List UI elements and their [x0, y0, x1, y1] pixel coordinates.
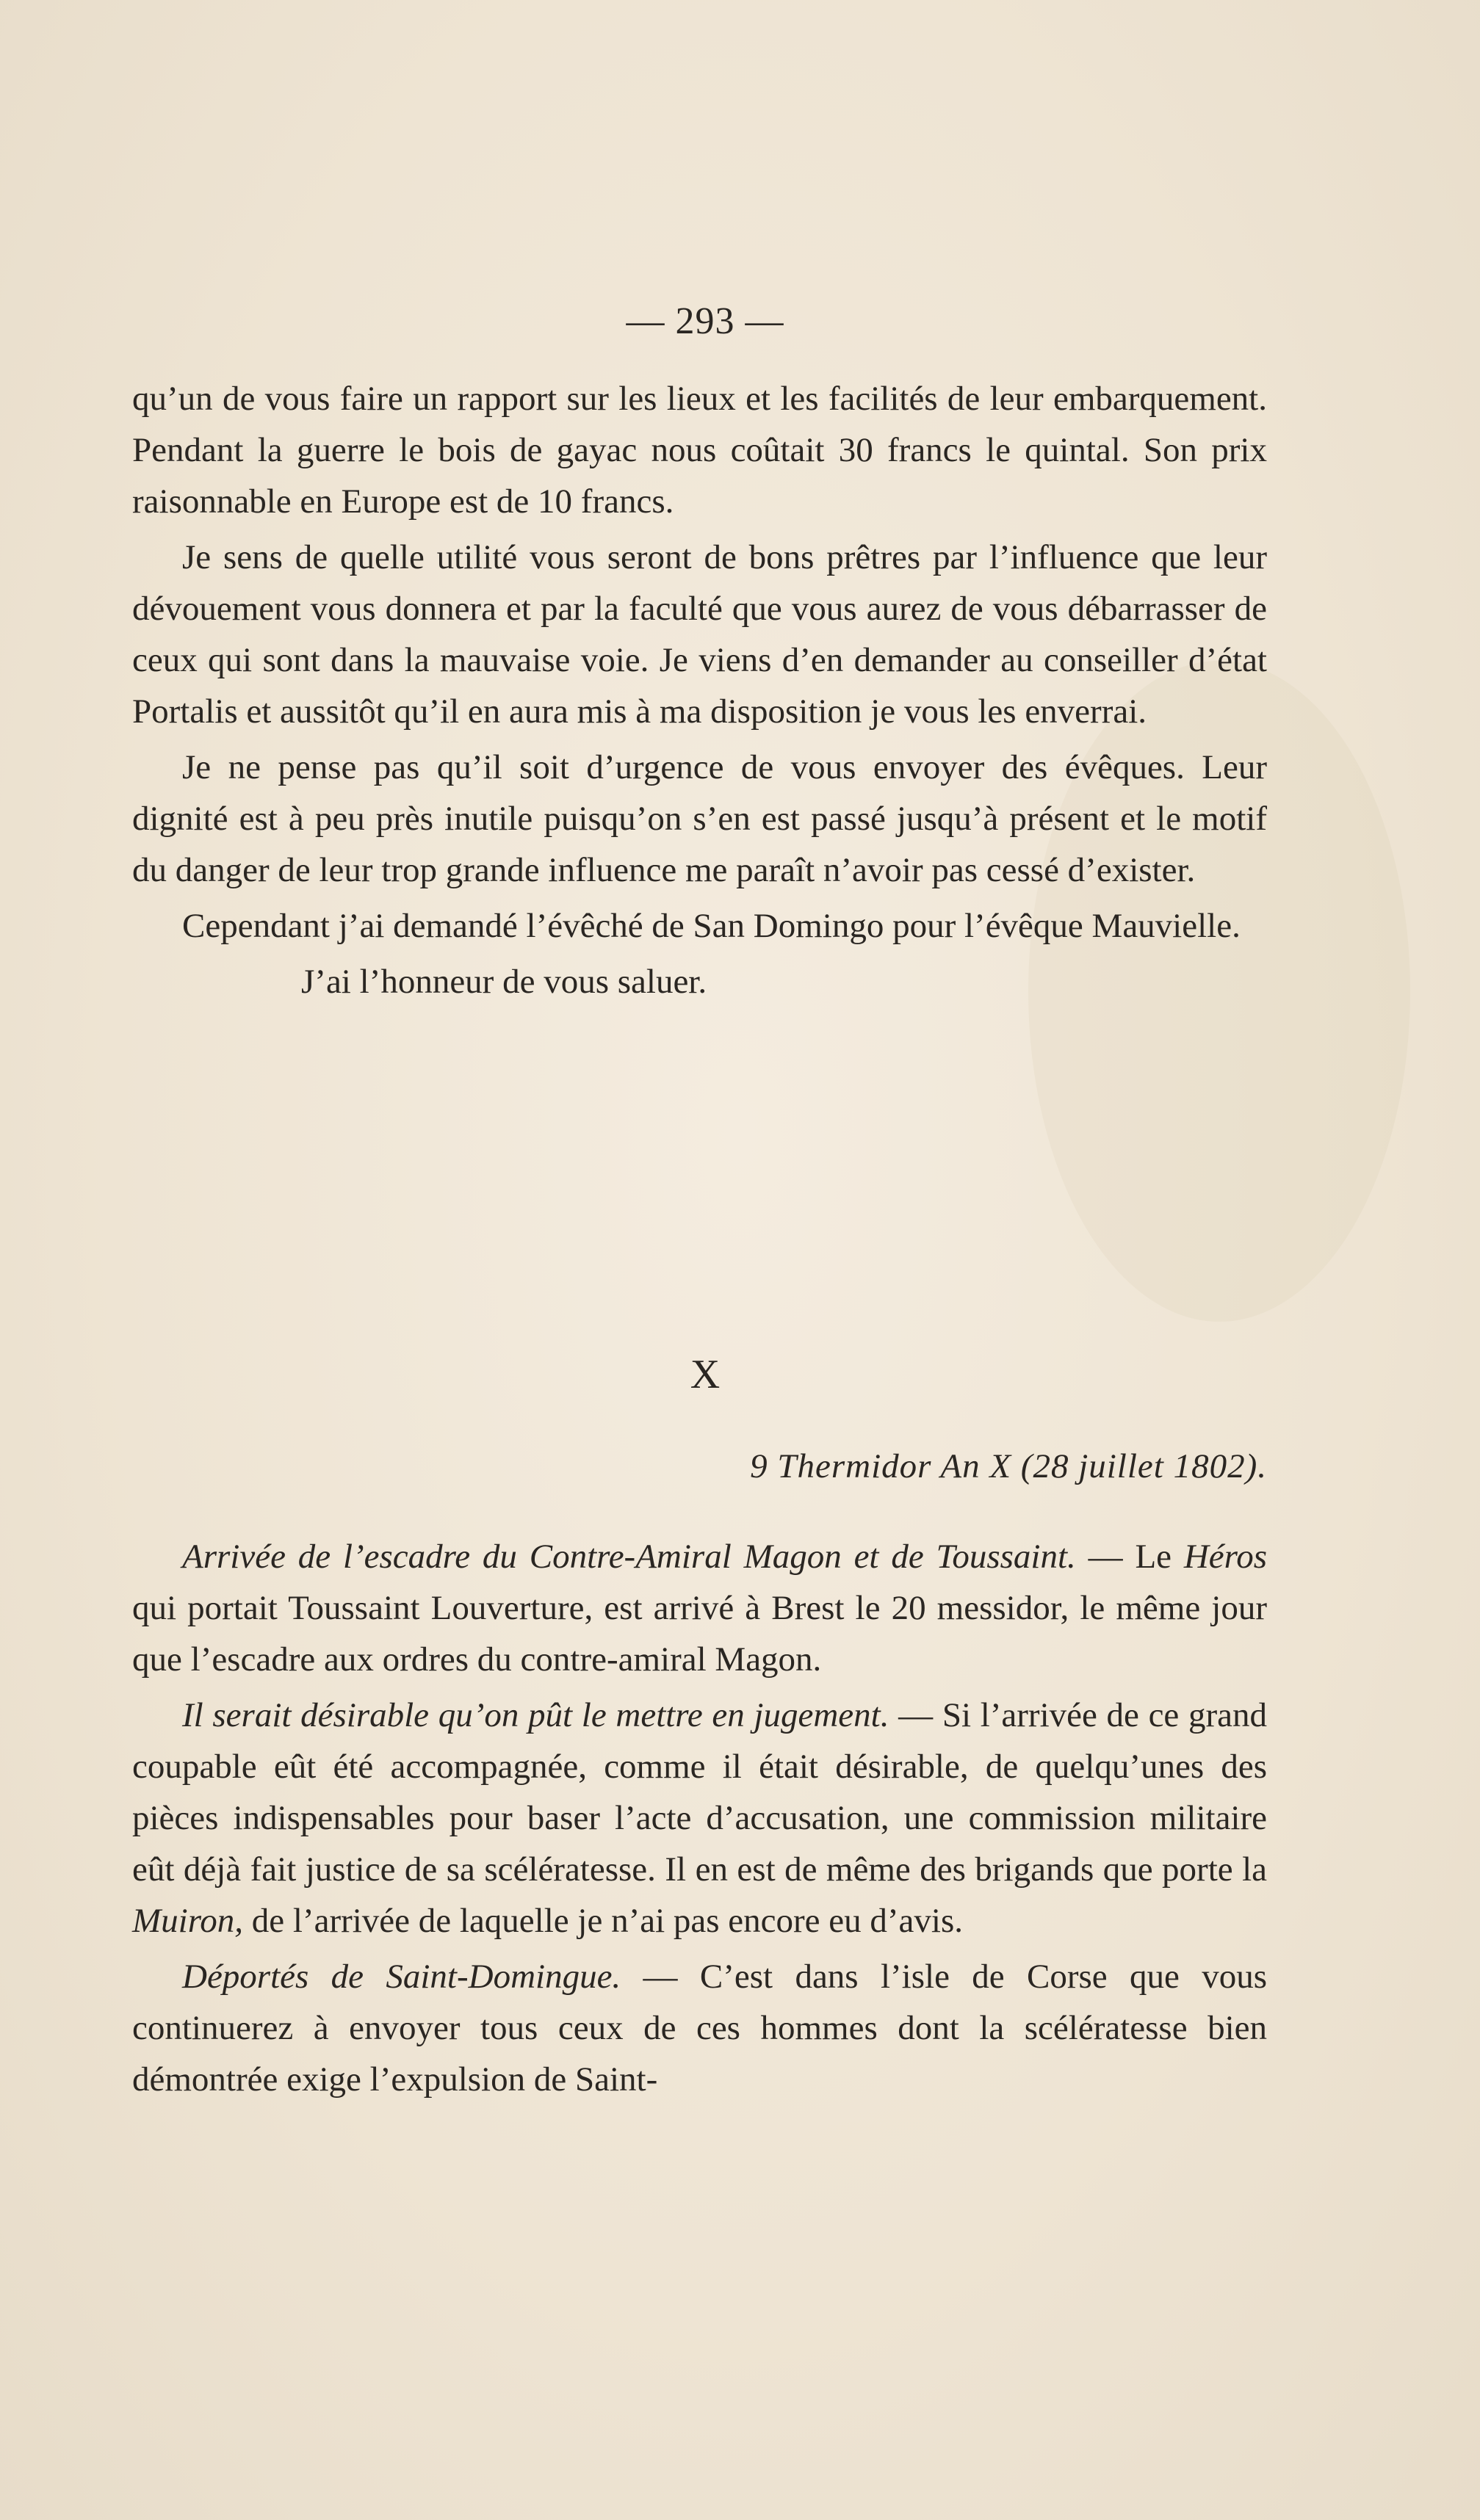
- subject-heading-deportees: Déportés de Saint-Domingue.: [182, 1958, 621, 1996]
- section-heading: X: [690, 1352, 721, 1397]
- paragraph-arrival-text-a: — Le: [1075, 1538, 1184, 1576]
- subject-heading-judgement: Il serait désirable qu’on pût le mettre en jugement.: [182, 1696, 889, 1734]
- paragraph-arrival: [132, 1531, 1267, 1685]
- letter-body: [132, 1531, 1267, 2110]
- letter-date: 9 Thermidor An X (28 juillet 1802).: [750, 1447, 1267, 1485]
- subject-heading-arrival: Arrivée de l’escadre du Contre-Amiral Magon et de Toussaint.: [182, 1538, 1076, 1576]
- paragraph-bishopric: Cependant j’ai demandé l’évêché de San Domingo pour l’évêque Mauvielle.: [182, 907, 1241, 945]
- paragraph-arrival-text-b: qui portait Toussaint Louverture, est arrivé à Brest le 20 messidor, le même jour que l’escadre aux ordres du contre-amiral Magon.: [132, 1589, 1267, 1679]
- paragraph-judgement-text-a: — Si l’arrivée de ce grand coupable eût été accompagnée, comme il était désirable, de quelqu’unes des pièces indispensables pour baser l’acte d’accusation, une commission militaire eût déjà fait justice de sa scélératesse. Il en est de même des brigands que porte la: [132, 1696, 1267, 1889]
- page-number: — 293 —: [626, 300, 784, 342]
- ship-name-heros: Héros: [1183, 1538, 1267, 1576]
- paragraph-deportees: [132, 1951, 1267, 2105]
- paragraph-continuation: qu’un de vous faire un rapport sur les lieux et les facilités de leur embarquement. Pendant la guerre le bois de gayac nous coûtait 30 francs le quintal. Son prix raisonnable en Europe est de 10 francs.: [132, 380, 1267, 521]
- paragraph-judgement-text-b: de l’arrivée de laquelle je n’ai pas encore eu d’avis.: [243, 1902, 963, 1940]
- paragraph-judgement: [132, 1690, 1267, 1947]
- salutation: J’ai l’honneur de vous saluer.: [301, 963, 707, 1001]
- ship-name-muiron: Muiron,: [132, 1902, 244, 1940]
- letter-ending: [132, 373, 1267, 1012]
- paragraph-deportees-text: — C’est dans l’isle de Corse que vous continuerez à envoyer tous ceux de ces hommes dont la scélératesse bien démontrée exige l’expulsion de Saint-: [132, 1958, 1267, 2099]
- paragraph-bishops: Je ne pense pas qu’il soit d’urgence de vous envoyer des évêques. Leur dignité est à peu près inutile puisqu’on s’en est passé jusqu’à présent et le motif du danger de leur trop grande influence me paraît n’avoir pas cessé d’exister.: [132, 748, 1267, 889]
- paragraph-priests: Je sens de quelle utilité vous seront de bons prêtres par l’influence que leur dévouement vous donnera et par la faculté que vous aurez de vous débarrasser de ceux qui sont dans la mauvaise voie. Je viens d’en demander au conseiller d’état Portalis et aussitôt qu’il en aura mis à ma disposition je vous les enverrai.: [132, 538, 1267, 731]
